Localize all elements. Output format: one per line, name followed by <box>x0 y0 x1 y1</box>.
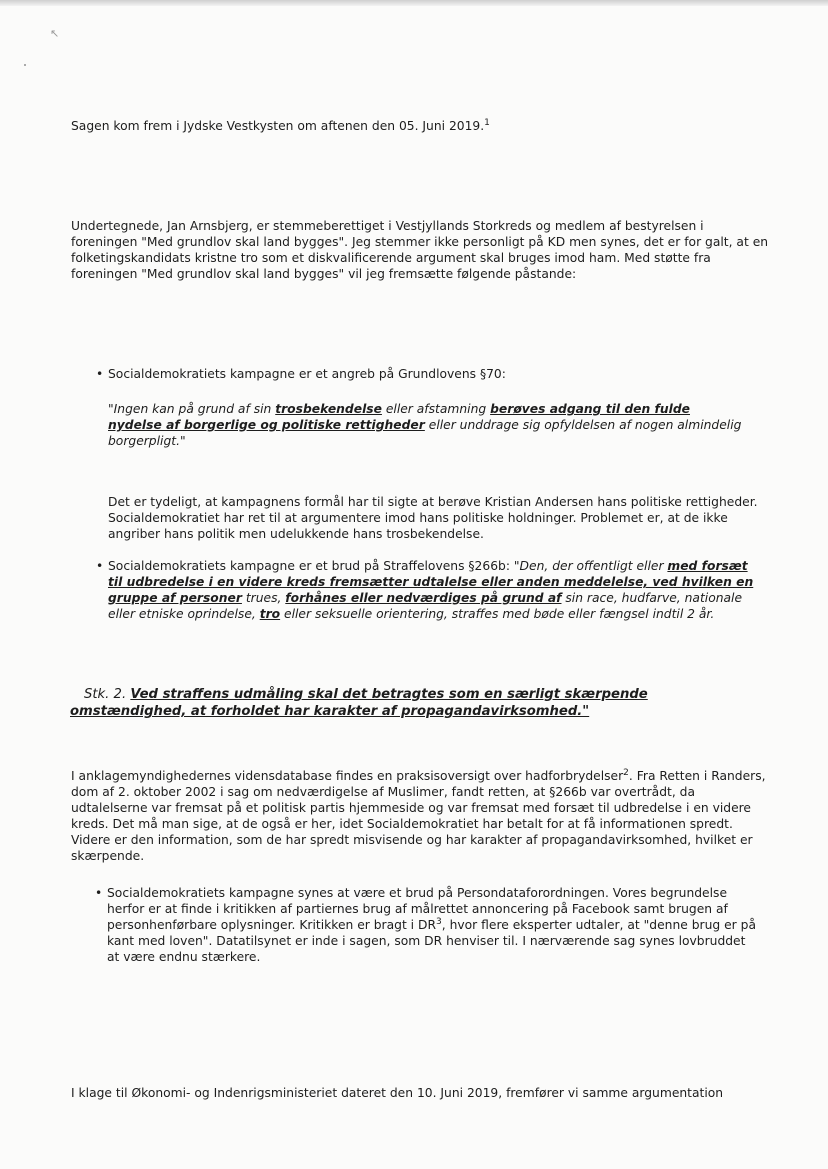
footnote-ref-3: 3 <box>436 916 442 927</box>
underline-rettigheder: berøves adgang til den fulde nydelse af borgerlige og politiske rettigheder <box>108 402 690 432</box>
bullet-list-2 <box>108 558 758 622</box>
closing-paragraph: I klage til Økonomi- og Indenrigsministeriet dateret den 10. Juni 2019, fremfører vi samme argumentation <box>71 1086 724 1100</box>
stk2-paragraph: Stk. 2. Ved straffens udmåling skal det betragtes som en særligt skærpende omstændighed, at forholdet har karakter af propagandavirksomhed." <box>70 687 648 719</box>
bullet-straffelov: • Socialdemokratiets kampagne er et brud på Straffelovens §266b: "Den, der offentligt eller med forsæt til udbredelse i en videre kreds fremsætter udtalelse eller anden meddelelse, ved hvilken en gruppe af personer trues, forhånes eller nedværdiges på grund af sin race, hudfarve, nationale eller etniske oprindelse, tro eller seksuelle orientering, straffes med bøde eller fængsel indtil 2 år. <box>108 558 758 622</box>
intro-paragraph: Sagen kom frem i Jydske Vestkysten om aftenen den 05. Juni 2019.$^1$ <box>71 117 490 133</box>
scan-dot <box>24 64 26 66</box>
scan-edge <box>0 0 828 6</box>
underline-trosbekendelse: trosbekendelse <box>275 402 382 416</box>
footnote-ref-2: 2 <box>623 767 629 778</box>
grundlov-quote: "Ingen kan på grund af sin trosbekendelse eller afstamning berøves adgang til den fulde nydelse af borgerlige og politiske rettigheder eller unddrage sig opfyldelsen af nogen almindelig borgerpligt." <box>108 402 742 448</box>
analysis-paragraph: Det er tydeligt, at kampagnens formål har til sigte at berøve Kristian Andersen hans politiske rettigheder. Socialdemokratiet har ret til at argumentere imod hans politiske holdninger. Problemet er, at de ikke angriber hans politik men udelukkende hans trosbekendelse. <box>108 495 758 541</box>
bullet-persondata: • Socialdemokratiets kampagne synes at være et brud på Persondataforordningen. Vores begrundelse herfor er at finde i kritikken af partiernes brug af målrettet annoncering på Facebook samt brugen af personhenførbare oplysninger. Kritikken er bragt i $DR^3$, hvor flere eksperter udtaler, at "denne brug er på kant med loven". Datatilsynet er inde i sagen, som DR henviser til. I nærværende sag synes lovbruddet at være endnu stærkere. <box>107 885 757 965</box>
underline-tro: tro <box>259 607 281 621</box>
bullet-grundlov: • Socialdemokratiets kampagne er et angreb på Grundlovens §70: <box>108 366 758 382</box>
underline-stk2: Ved straffens udmåling skal det betragtes som en særligt skærpende omstændighed, at forholdet har karakter af propagandavirksomhed." <box>70 687 648 719</box>
complainant-paragraph: Undertegnede, Jan Arnsbjerg, er stemmeberettiget i Vestjyllands Storkreds og medlem af bestyrelsen i foreningen "Med grundlov skal land bygges". Jeg stemmer ikke personligt på KD men synes, det er for galt, at en folketingskandidats kristne tro som et diskvalificerende argument skal bruges imod ham. Med støtte fra foreningen "Med grundlov skal land bygges" vil jeg fremsætte følgende påstande: <box>71 219 769 281</box>
bullet-list-3 <box>107 885 757 965</box>
scan-mark-icon: ↖ <box>50 27 60 40</box>
case-law-paragraph: I anklagemyndighedernes vidensdatabase findes en praksisoversigt over hadforbrydelser$^2$. Fra Retten i Randers, dom af 2. oktober 2002 i sag om nedværdigelse af Muslimer, fandt retten, at §266b var overtrådt, da udtalelserne var fremsat på et politisk partis hjemmeside og var fremsat med forsæt til udbredelse i en videre kreds. Det må man sige, at de også er her, idet Socialdemokratiet har betalt for at få informationen spredt. Videre er den information, som de har spredt misvisende og har karakter af propagandavirksomhed, hvilket er skærpende. <box>71 767 766 863</box>
underline-forsaet: med forsæt til udbredelse i en videre kreds fremsætter udtalelse eller anden meddelelse, ved hvilken en gruppe af personer <box>108 559 754 605</box>
footnote-ref-1: 1 <box>484 117 490 128</box>
underline-forhaanes: forhånes eller nedværdiges på grund af <box>285 591 562 605</box>
bullet-list-1 <box>108 366 758 382</box>
